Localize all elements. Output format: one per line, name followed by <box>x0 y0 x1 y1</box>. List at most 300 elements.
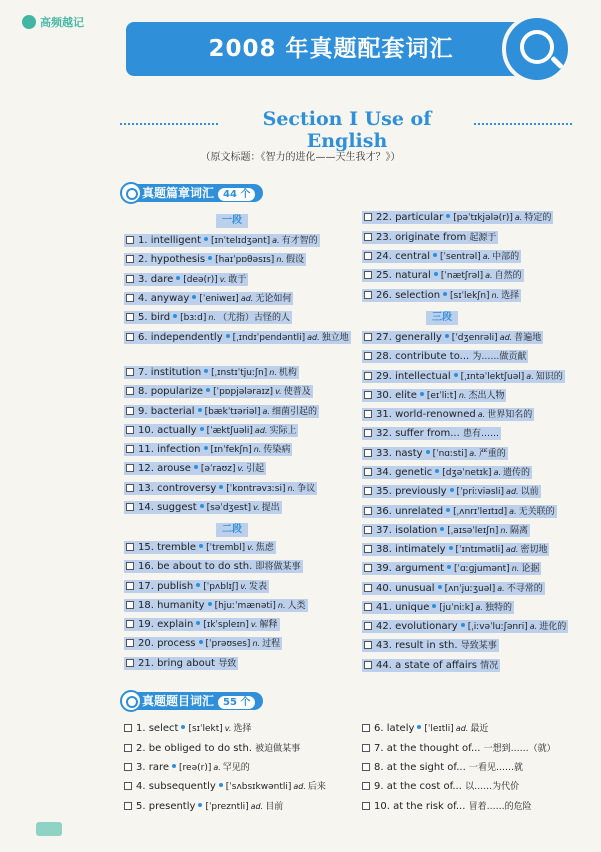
checkbox-icon[interactable] <box>364 526 372 534</box>
word-term: 37. isolation <box>376 525 438 536</box>
word-entry <box>124 233 320 249</box>
word-pos: ad. <box>455 724 469 733</box>
word-term: 40. unusual <box>376 583 435 594</box>
word-term: 5. presently <box>136 801 196 812</box>
section-heading <box>0 108 601 152</box>
word-pos: v. <box>275 387 282 396</box>
checkbox-icon[interactable] <box>126 255 134 263</box>
bullet-icon <box>446 214 450 218</box>
word-entry <box>362 760 523 776</box>
word-phonetic: [ˈnɑːsti] <box>432 449 468 459</box>
checkbox-icon[interactable] <box>126 294 134 302</box>
word-pos: v. <box>219 275 227 284</box>
word-pos: ad. <box>240 294 254 303</box>
word-pos: n. <box>458 391 467 400</box>
word-meaning: 后来 <box>307 782 326 792</box>
bullet-icon <box>181 725 185 729</box>
word-pos: n. <box>208 313 217 322</box>
bullet-icon <box>200 504 204 508</box>
word-phonetic: [ˌɪntəˈlektʃuəl] <box>460 372 525 382</box>
word-phonetic: [səˈdʒest] <box>206 503 251 513</box>
word-term: 31. world-renowned <box>376 409 476 420</box>
bullet-icon <box>198 408 202 412</box>
word-term: 25. natural <box>376 270 431 281</box>
word-meaning: 争议 <box>297 484 316 494</box>
checkbox-icon[interactable] <box>364 661 372 669</box>
word-entry <box>124 252 306 268</box>
checkbox-icon[interactable] <box>126 313 134 321</box>
checkbox-icon[interactable] <box>364 545 372 553</box>
word-pos: a. <box>262 407 270 416</box>
word-term: 10. actually <box>138 425 197 436</box>
checkbox-icon[interactable] <box>126 484 134 492</box>
word-meaning: 使普及 <box>283 387 311 397</box>
bullet-icon <box>199 640 203 644</box>
word-entry <box>362 658 500 674</box>
checkbox-icon[interactable] <box>126 601 134 609</box>
group-count: 44 个 <box>218 188 255 201</box>
word-phonetic: [ˈprəʊses] <box>205 639 251 649</box>
word-pos: v. <box>237 464 245 473</box>
word-entry <box>362 388 506 404</box>
checkbox-icon[interactable] <box>364 468 372 476</box>
bullet-icon <box>208 602 212 606</box>
word-term: 26. selection <box>376 290 441 301</box>
word-entry <box>362 542 549 558</box>
checkbox-icon[interactable] <box>126 333 134 341</box>
brand-text: 高频越记 <box>40 16 84 29</box>
word-term: 24. central <box>376 251 431 262</box>
word-meaning: 敢于 <box>228 275 247 285</box>
word-entry <box>124 272 248 288</box>
checkbox-icon[interactable] <box>124 782 132 790</box>
word-term: 7. at the thought of... <box>374 743 481 754</box>
checkbox-icon[interactable] <box>126 659 134 667</box>
word-phonetic: [ˈpʌblɪʃ] <box>203 582 239 592</box>
word-pos: ad. <box>307 333 320 342</box>
word-meaning: 无论如何 <box>255 294 292 304</box>
bullet-icon <box>226 334 230 338</box>
word-phonetic: [ʌnˈjuːʒuəl] <box>444 584 496 594</box>
word-term: 32. suffer from... <box>376 428 460 439</box>
word-term: 8. at the sight of... <box>374 762 466 773</box>
bullet-icon <box>420 392 424 396</box>
word-meaning: 传染病 <box>263 445 291 455</box>
bullet-icon <box>219 783 223 787</box>
bullet-icon <box>172 764 176 768</box>
word-pos: n. <box>253 445 262 454</box>
word-pos: a. <box>514 213 523 222</box>
word-phonetic: [ˈeniweɪ] <box>199 294 239 304</box>
checkbox-icon[interactable] <box>364 449 372 457</box>
word-entry <box>362 504 557 520</box>
word-term: 4. subsequently <box>136 781 216 792</box>
word-entry <box>124 330 351 346</box>
word-entry <box>362 249 521 265</box>
word-term: 27. generally <box>376 332 442 343</box>
para-label-3: 三段 <box>426 311 458 325</box>
word-entry <box>124 423 298 439</box>
word-phonetic: [ˈɑːɡjumənt] <box>453 564 510 574</box>
word-pos: a. <box>485 271 493 280</box>
word-term: 17. publish <box>138 581 194 592</box>
word-term: 36. unrelated <box>376 506 444 517</box>
word-meaning: 解释 <box>259 620 278 630</box>
checkbox-icon[interactable] <box>362 724 370 732</box>
checkbox-icon[interactable] <box>126 543 134 551</box>
checkbox-icon[interactable] <box>364 352 372 360</box>
word-meaning: 知识的 <box>535 372 563 382</box>
word-term: 19. explain <box>138 619 194 630</box>
bullet-icon <box>204 369 208 373</box>
bullet-icon <box>200 427 204 431</box>
word-meaning: 一想到……（就） <box>483 744 556 754</box>
word-term: 1. select <box>136 723 179 734</box>
word-phonetic: [ɪnˈtelɪdʒənt] <box>211 236 271 246</box>
word-entry <box>124 598 308 614</box>
word-term: 21. bring about <box>138 658 216 669</box>
page-number-tab <box>36 822 62 836</box>
bullet-icon <box>435 469 439 473</box>
word-pos: a. <box>475 603 483 612</box>
word-entry <box>362 446 508 462</box>
word-entry <box>124 741 300 757</box>
word-phonetic: [dʒəˈnetɪk] <box>442 468 492 478</box>
word-term: 41. unique <box>376 602 430 613</box>
word-entry <box>124 540 276 556</box>
word-pos: v. <box>224 724 232 733</box>
checkbox-icon[interactable] <box>364 291 372 299</box>
word-term: 14. suggest <box>138 502 197 513</box>
word-pos: a. <box>213 763 221 772</box>
word-meaning: 为……做贡献 <box>472 352 527 362</box>
checkbox-icon[interactable] <box>124 802 132 810</box>
word-entry <box>124 291 293 307</box>
checkbox-icon[interactable] <box>124 724 132 732</box>
word-entry <box>124 384 313 400</box>
word-phonetic: [sɪˈlekt] <box>188 724 223 734</box>
checkbox-icon[interactable] <box>364 584 372 592</box>
bullet-icon <box>445 334 449 338</box>
checkbox-icon[interactable] <box>364 372 372 380</box>
word-phonetic: [bɜːd] <box>180 313 207 323</box>
word-pos: n. <box>287 484 296 493</box>
checkbox-icon[interactable] <box>364 564 372 572</box>
bullet-icon <box>204 237 208 241</box>
word-meaning: 中部的 <box>492 252 520 262</box>
bullet-icon <box>461 623 465 627</box>
bullet-icon <box>440 527 444 531</box>
word-entry <box>362 721 488 737</box>
checkbox-icon[interactable] <box>126 620 134 628</box>
word-phonetic: [ˈkɒntrəvɜːsi] <box>226 484 286 494</box>
bullet-icon <box>176 276 180 280</box>
word-phonetic: [sɪˈlekʃn] <box>450 291 490 301</box>
word-meaning: 最近 <box>470 724 489 734</box>
bullet-icon <box>219 485 223 489</box>
word-entry <box>362 600 514 616</box>
word-term: 6. independently <box>138 332 223 343</box>
bullet-icon <box>454 373 458 377</box>
word-term: 33. nasty <box>376 448 423 459</box>
bullet-icon <box>443 292 447 296</box>
bullet-icon <box>196 583 200 587</box>
word-term: 29. intellectual <box>376 371 451 382</box>
word-pos: ad. <box>250 802 264 811</box>
checkbox-icon[interactable] <box>126 582 134 590</box>
bullet-icon <box>433 253 437 257</box>
word-phonetic: [ˌʌnrɪˈleɪtɪd] <box>453 507 508 517</box>
word-meaning: 无关联的 <box>518 507 555 517</box>
checkbox-icon[interactable] <box>126 387 134 395</box>
word-term: 2. be obliged to do sth. <box>136 743 252 754</box>
word-entry <box>362 426 501 442</box>
checkbox-icon[interactable] <box>364 333 372 341</box>
checkbox-icon[interactable] <box>124 763 132 771</box>
word-meaning: 机构 <box>278 368 297 378</box>
checkbox-icon[interactable] <box>364 429 372 437</box>
word-pos: a. <box>477 410 486 419</box>
checkbox-icon[interactable] <box>126 426 134 434</box>
bullet-icon <box>198 803 202 807</box>
checkbox-icon[interactable] <box>126 275 134 283</box>
bullet-icon <box>432 604 436 608</box>
word-term: 38. intimately <box>376 544 446 555</box>
group-header-passage <box>120 182 290 204</box>
bullet-icon <box>434 272 438 276</box>
word-entry <box>362 330 543 346</box>
word-meaning: 目前 <box>265 802 284 812</box>
word-entry <box>362 210 553 226</box>
word-term: 8. popularize <box>138 386 204 397</box>
word-phonetic: [ˈsʌbsɪkwəntli] <box>225 782 292 792</box>
para-label-1: 一段 <box>216 214 248 228</box>
checkbox-icon[interactable] <box>364 622 372 630</box>
word-phonetic: [ˈpriːviəsli] <box>456 487 505 497</box>
word-entry <box>362 581 545 597</box>
word-pos: a. <box>493 468 502 477</box>
bullet-icon <box>208 256 212 260</box>
checkbox-icon[interactable] <box>362 782 370 790</box>
word-meaning: 情况 <box>480 661 499 671</box>
word-pos: n. <box>277 601 286 610</box>
word-entry <box>124 442 292 458</box>
word-term: 5. bird <box>138 312 171 323</box>
word-pos: a. <box>497 584 505 593</box>
word-entry <box>124 760 250 776</box>
word-phonetic: [ˈdʒenrəli] <box>451 333 498 343</box>
group-label: 真题题目词汇 <box>142 694 215 708</box>
checkbox-icon[interactable] <box>364 507 372 515</box>
group-header-question <box>120 690 290 712</box>
word-meaning: 独立地 <box>321 333 349 343</box>
checkbox-icon[interactable] <box>364 271 372 279</box>
word-phonetic: [ˈprezntli] <box>205 802 249 812</box>
source-title: （原文标题：《智力的进化——天生我才？》） <box>200 152 401 163</box>
magnifier-small-icon <box>120 182 142 204</box>
word-pos: v. <box>247 543 254 552</box>
title-banner <box>126 22 536 76</box>
magnifier-small-icon <box>120 690 142 712</box>
word-entry <box>362 230 498 246</box>
word-term: 6. lately <box>374 723 415 734</box>
word-pos: n. <box>500 526 509 535</box>
word-entry <box>124 579 269 595</box>
checkbox-icon[interactable] <box>362 744 370 752</box>
word-phonetic: [ˌɪndɪˈpendəntli] <box>232 333 306 343</box>
bullet-icon <box>194 465 198 469</box>
word-meaning: 遗传的 <box>503 468 531 478</box>
word-phonetic: [ˈpɒpjələraɪz] <box>213 387 274 397</box>
word-term: 28. contribute to... <box>376 351 470 362</box>
word-meaning: 普遍地 <box>514 333 542 343</box>
word-term: 34. genetic <box>376 467 433 478</box>
word-entry <box>362 465 532 481</box>
word-phonetic: [deə(r)] <box>183 275 218 285</box>
checkbox-icon[interactable] <box>126 407 134 415</box>
word-entry <box>124 559 303 575</box>
word-pos: a. <box>529 622 538 631</box>
checkbox-icon[interactable] <box>364 252 372 260</box>
word-meaning: 不寻常的 <box>506 584 543 594</box>
word-term: 39. argument <box>376 563 444 574</box>
bullet-icon <box>192 295 196 299</box>
word-entry <box>124 500 282 516</box>
checkbox-icon[interactable] <box>126 445 134 453</box>
checkbox-icon[interactable] <box>126 503 134 511</box>
word-meaning: 以……为代价 <box>465 782 520 792</box>
word-term: 22. particular <box>376 212 444 223</box>
word-term: 7. institution <box>138 367 202 378</box>
word-entry <box>124 799 283 815</box>
checkbox-icon[interactable] <box>364 213 372 221</box>
bullet-icon <box>438 585 442 589</box>
checkbox-icon[interactable] <box>126 236 134 244</box>
word-meaning: 独特的 <box>484 603 512 613</box>
checkbox-icon[interactable] <box>364 641 372 649</box>
page-title: 2008 年真题配套词汇 <box>208 36 454 62</box>
word-phonetic: [ˈæktʃuəli] <box>206 426 253 436</box>
checkbox-icon[interactable] <box>124 744 132 752</box>
checkbox-icon[interactable] <box>362 802 370 810</box>
word-term: 16. be about to do sth. <box>138 561 253 572</box>
group-label: 真题篇章词汇 <box>142 186 215 200</box>
checkbox-icon[interactable] <box>126 639 134 647</box>
bullet-icon <box>199 544 203 548</box>
word-pos: ad. <box>505 545 519 554</box>
checkbox-icon[interactable] <box>364 233 372 241</box>
word-phonetic: [hjuːˈmænəti] <box>214 601 276 611</box>
word-meaning: 罕见的 <box>222 763 250 773</box>
word-phonetic: [ˈtrembl] <box>206 543 246 553</box>
word-meaning: 导致某事 <box>460 641 497 651</box>
word-entry <box>124 656 238 672</box>
word-entry <box>362 779 519 795</box>
word-meaning: 论据 <box>521 564 540 574</box>
section-title: Section Ⅰ Use of English <box>262 108 432 152</box>
word-term: 18. humanity <box>138 600 205 611</box>
word-meaning: 世界知名的 <box>487 410 533 420</box>
word-phonetic: [ˈɪntɪmətli] <box>455 545 504 555</box>
word-pos: n. <box>491 291 500 300</box>
word-term: 42. evolutionary <box>376 621 458 632</box>
checkbox-icon[interactable] <box>126 464 134 472</box>
word-term: 20. process <box>138 638 196 649</box>
checkbox-icon[interactable] <box>364 603 372 611</box>
word-entry <box>124 721 251 737</box>
word-entry <box>124 779 326 795</box>
word-term: 30. elite <box>376 390 417 401</box>
word-meaning: 被迫做某事 <box>255 744 301 754</box>
word-meaning: 焦虑 <box>255 543 274 553</box>
word-meaning: 过程 <box>262 639 281 649</box>
word-entry <box>124 636 282 652</box>
word-meaning: 提出 <box>261 503 280 513</box>
word-meaning: 引起 <box>246 464 265 474</box>
word-meaning: （尤指）古怪的人 <box>218 313 291 323</box>
brand-logo-icon <box>22 15 36 29</box>
word-entry <box>362 638 499 654</box>
word-entry <box>362 523 530 539</box>
checkbox-icon[interactable] <box>126 368 134 376</box>
word-meaning: 人类 <box>287 601 306 611</box>
word-meaning: 细菌引起的 <box>271 407 317 417</box>
word-meaning: 进化的 <box>539 622 567 632</box>
bullet-icon <box>446 508 450 512</box>
word-phonetic: [ɪnˈfekʃn] <box>210 445 252 455</box>
word-meaning: 以前 <box>520 487 539 497</box>
checkbox-icon[interactable] <box>126 562 134 570</box>
word-term: 3. rare <box>136 762 170 773</box>
word-pos: ad. <box>506 487 519 496</box>
word-pos: v. <box>253 503 260 512</box>
word-term: 44. a state of affairs <box>376 660 477 671</box>
word-entry <box>362 268 524 284</box>
word-term: 9. bacterial <box>138 406 195 417</box>
word-phonetic: [ˌiːvəˈluːʃənri] <box>467 622 528 632</box>
word-meaning: 实际上 <box>269 426 297 436</box>
word-meaning: 密切地 <box>520 545 548 555</box>
word-term: 11. infection <box>138 444 201 455</box>
word-pos: ad. <box>254 426 268 435</box>
word-pos: a. <box>526 372 534 381</box>
checkbox-icon[interactable] <box>364 410 372 418</box>
word-phonetic: [əˈraʊz] <box>200 464 236 474</box>
bullet-icon <box>426 450 430 454</box>
word-meaning: 一看见……就 <box>468 763 523 773</box>
word-meaning: 严重的 <box>478 449 506 459</box>
word-entry <box>362 349 528 365</box>
word-term: 12. arouse <box>138 463 191 474</box>
word-meaning: 起源于 <box>469 233 497 243</box>
brand <box>22 14 84 30</box>
word-meaning: 选择 <box>233 724 252 734</box>
word-pos: v. <box>240 582 247 591</box>
word-pos: v. <box>250 620 258 629</box>
word-pos: ad. <box>499 333 513 342</box>
word-meaning: 选择 <box>501 291 520 301</box>
word-phonetic: [haɪˈpɒθəsɪs] <box>215 255 275 265</box>
word-meaning: 杰出人物 <box>468 391 505 401</box>
word-entry <box>124 404 319 420</box>
checkbox-icon[interactable] <box>364 391 372 399</box>
word-entry <box>362 369 565 385</box>
word-term: 3. dare <box>138 274 174 285</box>
word-term: 13. controversy <box>138 483 217 494</box>
checkbox-icon[interactable] <box>362 763 370 771</box>
checkbox-icon[interactable] <box>364 487 372 495</box>
word-phonetic: [ɪkˈspleɪn] <box>203 620 249 630</box>
